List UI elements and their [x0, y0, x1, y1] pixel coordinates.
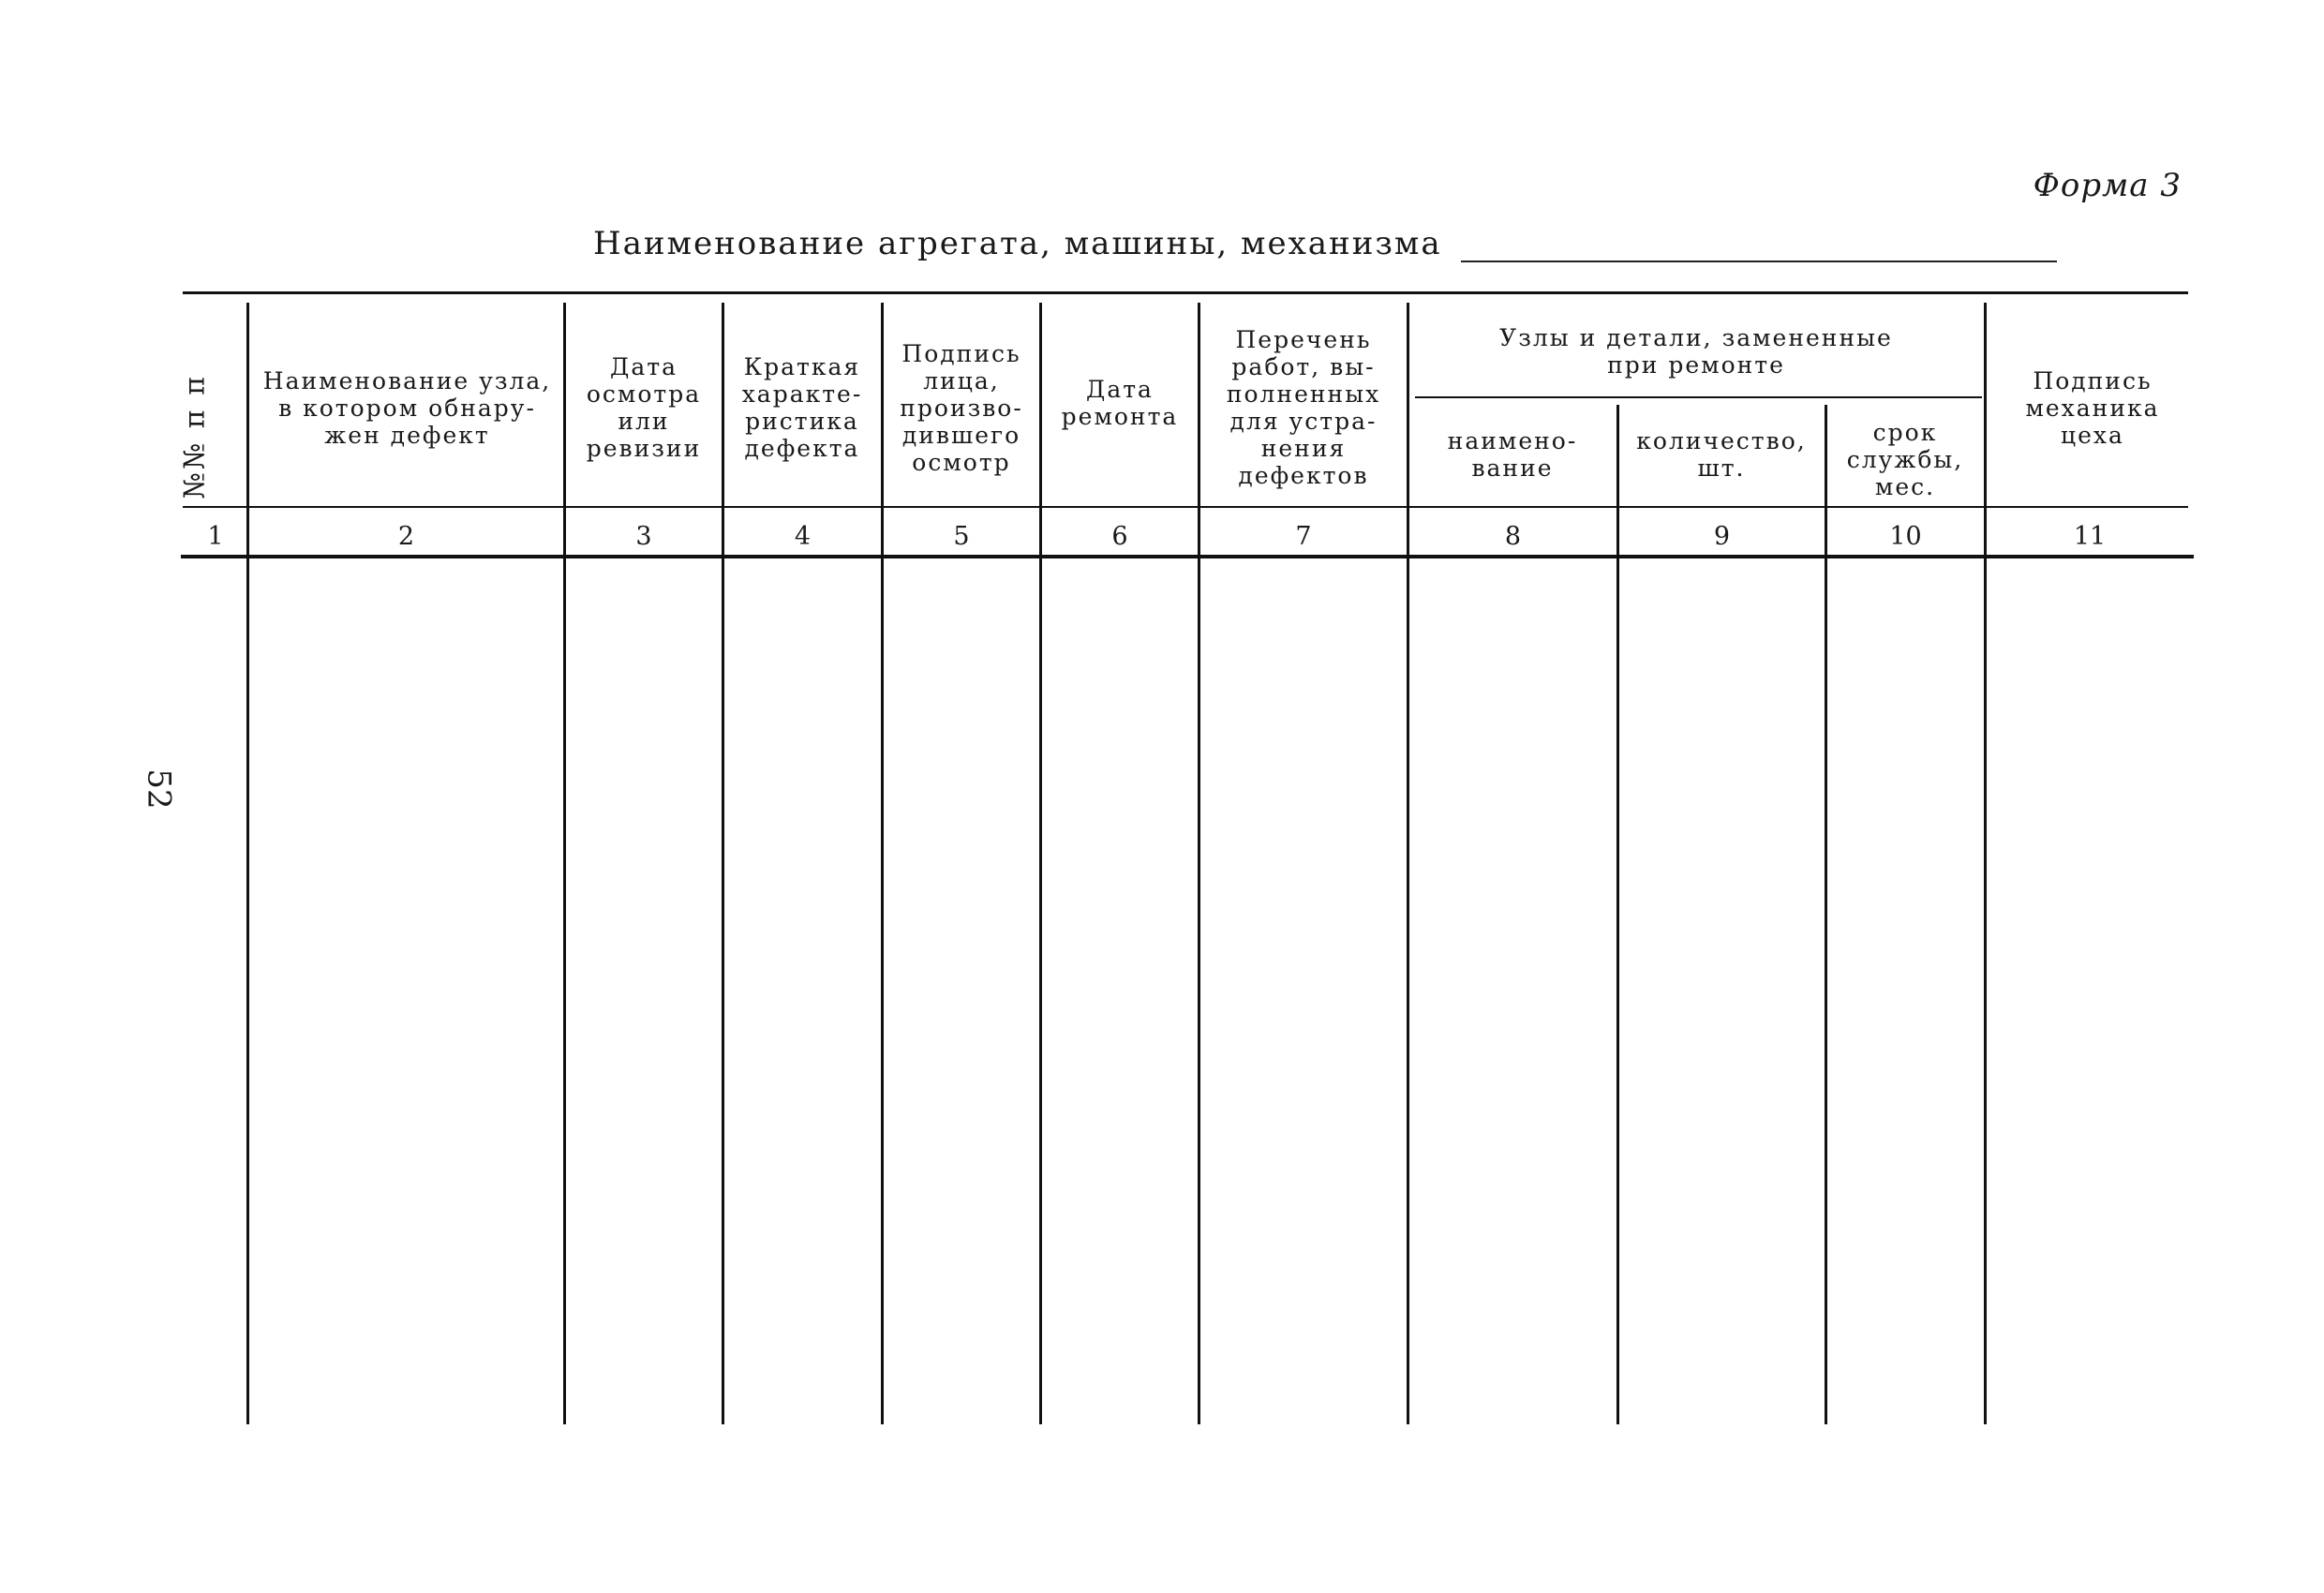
form-label: Форма 3	[2033, 167, 2182, 204]
header-unit-name: Наименование узла, в котором обнару- жен дефект	[262, 366, 552, 449]
column-number: 5	[953, 522, 970, 551]
column-divider	[881, 303, 884, 1424]
column-number: 1	[207, 522, 224, 551]
header-inspection-date: Дата осмотра или ревизии	[586, 353, 702, 462]
unit-name-line	[593, 225, 2057, 262]
column-number: 6	[1111, 522, 1128, 551]
column-divider	[1198, 303, 1200, 1424]
column-number: 8	[1504, 522, 1522, 551]
group-divider-rule	[1415, 396, 1982, 398]
header-defect-description: Краткая характе- ристика дефекта	[741, 353, 863, 462]
unit-name-blank[interactable]	[1461, 232, 2057, 262]
column-divider	[722, 303, 724, 1424]
header-works-list: Перечень работ, вы- полненных для устра- нения дефектов	[1226, 326, 1381, 489]
column-divider	[1039, 303, 1042, 1424]
column-number: 7	[1295, 522, 1312, 551]
column-number: 9	[1713, 522, 1731, 551]
header-row-number: №№ п п	[178, 373, 212, 499]
column-number: 11	[2073, 522, 2107, 551]
column-divider	[1407, 303, 1409, 1424]
header-bottom-rule	[183, 506, 2188, 508]
page-number: 52	[140, 768, 178, 810]
table-top-rule	[183, 291, 2188, 294]
numbers-bottom-rule	[181, 555, 2194, 558]
column-divider	[1825, 405, 1827, 1424]
column-number: 3	[635, 522, 652, 551]
header-repair-date: Дата ремонта	[1061, 376, 1179, 430]
header-replaced-parts-group: Узлы и детали, замененные при ремонте	[1499, 324, 1893, 379]
header-part-name: наимено- вание	[1447, 427, 1578, 482]
header-inspector-signature: Подпись лица, произво- дившего осмотр	[900, 339, 1023, 476]
column-number: 2	[397, 522, 415, 551]
header-quantity: количество, шт.	[1636, 427, 1807, 482]
header-mechanic-signature: Подпись механика цеха	[2025, 366, 2160, 449]
column-divider	[563, 303, 566, 1424]
column-divider	[1616, 405, 1619, 1424]
unit-name-label: Наименование агрегата, машины, механизма	[593, 225, 1442, 262]
column-divider	[1984, 303, 1987, 1424]
column-number: 4	[794, 522, 812, 551]
column-divider	[246, 303, 249, 1424]
column-number: 10	[1889, 522, 1922, 551]
header-service-life: срок службы, мес.	[1846, 418, 1964, 500]
